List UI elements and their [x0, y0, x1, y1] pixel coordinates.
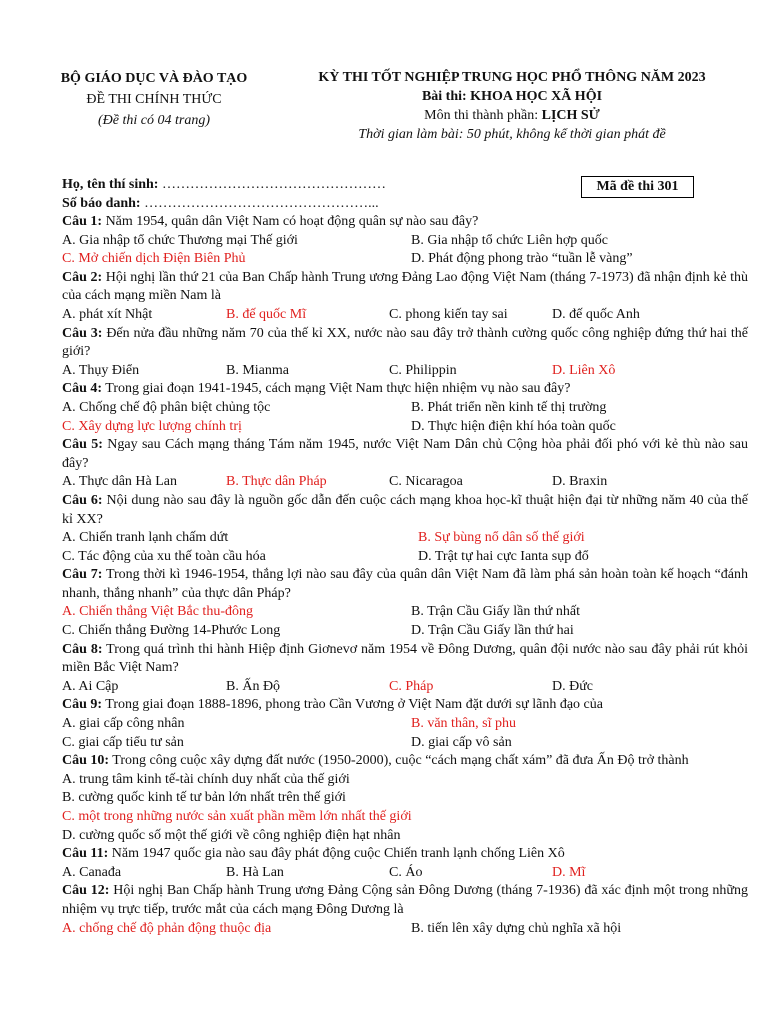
options-row [62, 399, 748, 418]
option-c[interactable]: C. Chiến thắng Đường 14-Phước Long [62, 623, 281, 639]
subject-line [278, 106, 746, 125]
option-b[interactable]: B. văn thân, sĩ phu [411, 716, 516, 732]
question-number: Câu 8: [62, 641, 103, 657]
question-4 [62, 380, 748, 399]
question-list [62, 213, 748, 938]
ministry-name: BỘ GIÁO DỤC VÀ ĐÀO TẠO [60, 71, 248, 86]
option-a[interactable]: A. trung tâm kinh tế-tài chính duy nhất của thế giới [62, 771, 350, 787]
option-a[interactable]: A. giai cấp công nhân [62, 716, 185, 732]
options-row [62, 622, 748, 641]
option-b[interactable]: B. đế quốc Mĩ [226, 306, 307, 322]
option-b[interactable]: B. Trận Cầu Giấy lần thứ nhất [411, 604, 580, 620]
question-text: Năm 1954, quân dân Việt Nam có hoạt động quân sự nào sau đây? [102, 214, 479, 229]
question-text: Đến nửa đầu những năm 70 của thế kỉ XX, nước nào sau đây trở thành cường quốc công nghiệp đứng thứ hai thế giới? [62, 325, 748, 360]
option-b[interactable]: B. tiến lên xây dựng chủ nghĩa xã hội [411, 920, 622, 936]
question-2 [62, 269, 748, 306]
question-text: Trong giai đoạn 1941-1945, cách mạng Việt Nam thực hiện nhiệm vụ nào sau đây? [102, 381, 571, 397]
question-number: Câu 6: [62, 492, 103, 508]
question-number: Câu 7: [62, 567, 103, 583]
option-c[interactable]: C. Mở chiến dịch Điện Biên Phủ [62, 251, 246, 267]
question-3 [62, 325, 748, 362]
options-row [62, 827, 748, 846]
options-row [62, 715, 748, 734]
question-text: Trong thời kì 1946-1954, thắng lợi nào sau đây của quân dân Việt Nam đã làm phá sản hoàn toàn kế hoạch “đánh nhanh, thắng nhanh” của thực dân Pháp? [62, 567, 748, 601]
question-9 [62, 696, 748, 715]
option-a[interactable]: A. Ai Cập [62, 678, 119, 694]
candidate-id-dots: …………………………………………... [140, 195, 379, 211]
option-b[interactable]: B. Ấn Độ [226, 678, 281, 694]
question-10 [62, 752, 748, 771]
header-right [278, 68, 746, 144]
option-d[interactable]: D. Braxin [552, 474, 608, 490]
option-c[interactable]: C. Philippin [389, 362, 457, 378]
option-b[interactable]: B. Hà Lan [226, 864, 284, 880]
pages-note: (Đề thi có 04 trang) [98, 113, 210, 128]
question-12 [62, 882, 748, 919]
option-b[interactable]: B. cường quốc kinh tế tư bản lớn nhất trên thế giới [62, 790, 346, 806]
question-text: Hội nghị lần thứ 21 của Ban Chấp hành Trung ương Đảng Lao động Việt Nam (tháng 7-1973) đã nhận định kẻ thù của cách mạng miền Nam là [62, 269, 748, 304]
exam-code-box: Mã đề thi 301 [581, 176, 694, 198]
option-c[interactable]: C. Nicaragoa [389, 474, 463, 490]
subject-prefix: Môn thi thành phần: [424, 108, 542, 123]
options-row [62, 789, 748, 808]
candidate-id-label: Số báo danh: [62, 195, 141, 211]
exam-title: KỲ THI TỐT NGHIỆP TRUNG HỌC PHỔ THÔNG NĂM 2023 [318, 70, 706, 85]
option-d[interactable]: D. Đức [552, 678, 594, 694]
options-row [62, 473, 748, 492]
option-a[interactable]: A. Thực dân Hà Lan [62, 474, 178, 490]
option-c[interactable]: C. Xây dựng lực lượng chính trị [62, 418, 242, 434]
time-note: Thời gian làm bài: 50 phút, không kể thời gian phát đề [358, 127, 666, 142]
option-b[interactable]: B. Mianma [226, 362, 289, 378]
option-a[interactable]: A. phát xít Nhật [62, 306, 153, 322]
option-b[interactable]: B. Thực dân Pháp [226, 474, 327, 490]
option-a[interactable]: A. Gia nhập tổ chức Thương mại Thế giới [62, 232, 298, 248]
option-a[interactable]: A. Chống chế độ phân biệt chủng tộc [62, 399, 271, 415]
option-d[interactable]: D. Liên Xô [552, 362, 616, 378]
option-b[interactable]: B. Phát triển nền kinh tế thị trường [411, 399, 607, 415]
question-number: Câu 3: [62, 325, 103, 341]
question-text: Trong công cuộc xây dựng đất nước (1950-2000), cuộc “cách mạng chất xám” đã đưa Ấn Độ trở thành [109, 753, 689, 769]
question-number: Câu 9: [62, 697, 103, 713]
options-row [62, 529, 748, 548]
question-text: Ngay sau Cách mạng tháng Tám năm 1945, nước Việt Nam Dân chủ Cộng hòa phải đối phó với kẻ thù nào sau đây? [62, 437, 748, 471]
options-row [62, 232, 748, 251]
option-d[interactable]: D. cường quốc số một thế giới về công nghiệp điện hạt nhân [62, 827, 401, 843]
options-row [62, 771, 748, 790]
question-number: Câu 4: [62, 381, 103, 397]
options-row [62, 920, 748, 939]
candidate-name-label: Họ, tên thí sinh: [62, 177, 159, 192]
option-b[interactable]: B. Gia nhập tổ chức Liên hợp quốc [411, 232, 608, 248]
option-d[interactable]: D. đế quốc Anh [552, 306, 640, 322]
options-row [62, 734, 748, 753]
option-c[interactable]: C. Pháp [389, 678, 434, 694]
option-d[interactable]: D. Thực hiện điện khí hóa toàn quốc [411, 418, 616, 434]
question-number: Câu 12: [62, 883, 110, 899]
option-b[interactable]: B. Sự bùng nổ dân số thế giới [418, 530, 585, 546]
question-number: Câu 11: [62, 846, 109, 862]
question-text: Hội nghị Ban Chấp hành Trung ương Đảng Cộng sản Đông Dương (tháng 7-1936) đã xác định một trong những nhiệm vụ trực tiếp, trước mắt của cách mạng Đông Dương là [62, 883, 748, 917]
options-row [62, 250, 748, 269]
question-text: Trong giai đoạn 1888-1896, phong trào Cần Vương ở Việt Nam đặt dưới sự lãnh đạo của [102, 697, 603, 713]
option-a[interactable]: A. chống chế độ phản động thuộc địa [62, 920, 272, 936]
option-c[interactable]: C. phong kiến tay sai [389, 306, 508, 322]
question-6 [62, 492, 748, 529]
question-number: Câu 2: [62, 269, 103, 285]
option-c[interactable]: C. một trong những nước sản xuất phần mềm lớn nhất thế giới [62, 809, 412, 824]
option-a[interactable]: A. Chiến thắng Việt Bắc thu-đông [62, 604, 253, 620]
option-c[interactable]: C. Áo [389, 864, 423, 880]
options-row [62, 362, 748, 381]
question-text: Năm 1947 quốc gia nào sau đây phát động cuộc Chiến tranh lạnh chống Liên Xô [108, 846, 565, 862]
question-11 [62, 845, 748, 864]
options-row [62, 603, 748, 622]
question-number: Câu 1: [62, 214, 103, 229]
options-row [62, 418, 748, 437]
option-c[interactable]: C. giai cấp tiểu tư sản [62, 734, 184, 750]
question-text: Nội dung nào sau đây là nguồn gốc dẫn đến cuộc cách mạng khoa học-kĩ thuật hiện đại từ những năm 40 của thế kỉ XX? [62, 492, 749, 527]
options-row [62, 808, 748, 827]
options-row [62, 678, 748, 697]
options-row [62, 548, 748, 567]
question-number: Câu 5: [62, 437, 103, 453]
option-c[interactable]: C. Tác động của xu thế toàn cầu hóa [62, 548, 266, 564]
options-row [62, 306, 748, 325]
option-d[interactable]: D. Mĩ [552, 864, 586, 880]
question-1 [62, 213, 748, 232]
test-name: Bài thi: KHOA HỌC XÃ HỘI [421, 89, 603, 104]
option-a[interactable]: A. Thụy Điển [62, 362, 140, 378]
question-text: Trong quá trình thi hành Hiệp định Giơnevơ năm 1954 về Đông Dương, quân đội nước nào sau đây phải rút khỏi miền Bắc Việt Nam? [62, 641, 748, 676]
option-d[interactable]: D. giai cấp vô sản [411, 734, 512, 750]
option-d[interactable]: D. Trật tự hai cực Ianta sụp đổ [418, 548, 589, 564]
header-left [30, 68, 278, 131]
question-8 [62, 641, 748, 678]
option-d[interactable]: D. Phát động phong trào “tuần lễ vàng” [411, 251, 633, 267]
question-number: Câu 10: [62, 753, 110, 769]
official-label: ĐỀ THI CHÍNH THỨC [86, 92, 222, 107]
question-5 [62, 436, 748, 473]
candidate-name-dots: ………………………………………… [158, 177, 386, 192]
option-d[interactable]: D. Trận Cầu Giấy lần thứ hai [411, 623, 574, 639]
subject-name: LỊCH SỬ [541, 108, 600, 123]
options-row [62, 864, 748, 883]
option-a[interactable]: A. Canađa [62, 864, 122, 880]
question-7 [62, 566, 748, 603]
option-a[interactable]: A. Chiến tranh lạnh chấm dứt [62, 530, 229, 546]
